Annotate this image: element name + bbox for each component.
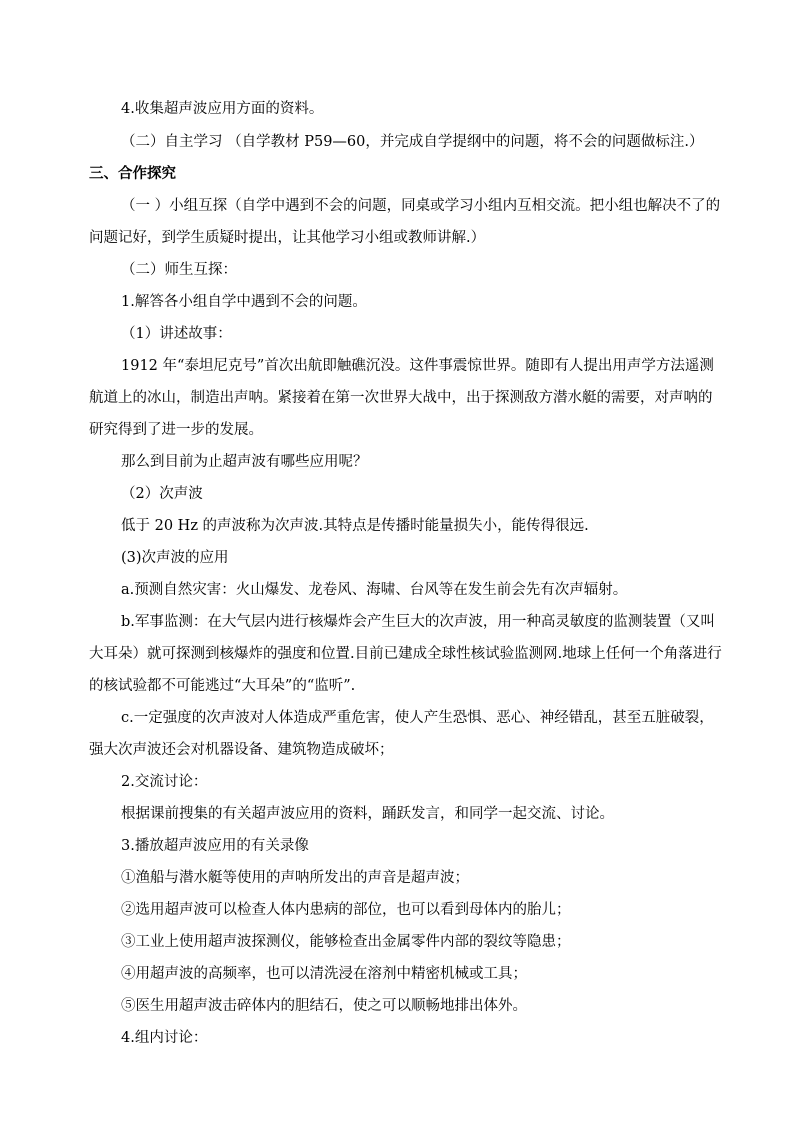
text-line: c.一定强度的次声波对人体造成严重危害，使人产生恐惧、恶心、神经错乱，甚至五脏破裂， <box>121 710 714 726</box>
text-line: 问题记好，到学生质疑时提出，让其他学习小组或教师讲解.） <box>89 230 486 246</box>
text-line: 强大次声波还会对机器设备、建筑物造成破坏； <box>89 742 394 758</box>
text-line: 根据课前搜集的有关超声波应用的资料，踊跃发言，和同学一起交流、讨论。 <box>121 806 614 822</box>
text-line: 航道上的冰山，制造出声呐。紧接着在第一次世界大战中，出于探测敌方潜水艇的需要，对声呐的 <box>89 390 713 406</box>
text-line: 研究得到了进一步的发展。 <box>89 422 263 438</box>
text-line: 那么到目前为止超声波有哪些应用呢？ <box>121 454 368 470</box>
text-line: （一 ）小组互探（自学中遇到不会的问题，同桌或学习小组内互相交流。把小组也解决不了的 <box>121 198 721 214</box>
text-line: ②选用超声波可以检查人体内患病的部位，也可以看到母体内的胎儿； <box>121 902 571 918</box>
text-line: ⑤医生用超声波击碎体内的胆结石，使之可以顺畅地排出体外。 <box>121 998 527 1014</box>
text-line: 4.组内讨论： <box>121 1030 208 1046</box>
text-line: b.军事监测：在大气层内进行核爆炸会产生巨大的次声波，用一种高灵敏度的监测装置（又叫 <box>121 614 715 630</box>
text-line: ③工业上使用超声波探测仪，能够检查出金属零件内部的裂纹等隐患； <box>121 934 571 950</box>
text-line: 1.解答各小组自学中遇到不会的问题。 <box>121 294 367 310</box>
text-line: 3.播放超声波应用的有关录像 <box>121 838 309 854</box>
text-line: ①渔船与潜水艇等使用的声呐所发出的声音是超声波； <box>121 870 469 886</box>
text-line: （二）自主学习 （自学教材 P59—60，并完成自学提纲中的问题，将不会的问题做标注.） <box>121 134 704 150</box>
text-line: 的核试验都不可能逃过“大耳朵”的“监听”. <box>89 678 356 694</box>
section-heading: 三、合作探究 <box>89 165 176 182</box>
text-line: （2）次声波 <box>121 486 203 502</box>
text-line: 低于 20 Hz 的声波称为次声波.其特点是传播时能量损失小，能传得很远. <box>121 518 589 534</box>
text-line: ④用超声波的高频率，也可以清洗浸在溶剂中精密机械或工具； <box>121 966 527 982</box>
text-line: (3)次声波的应用 <box>121 550 229 566</box>
text-line: a.预测自然灾害：火山爆发、龙卷风、海啸、台风等在发生前会先有次声辐射。 <box>121 582 628 598</box>
text-line: 4.收集超声波应用方面的资料。 <box>121 101 324 117</box>
text-line: （1）讲述故事： <box>121 326 232 342</box>
text-line: 1912 年“泰坦尼克号”首次出航即触礁沉没。这件事震惊世界。随即有人提出用声学方法遥测 <box>121 358 714 374</box>
text-line: 大耳朵）就可探测到核爆炸的强度和位置.目前已建成全球性核试验监测网.地球上任何一个角落进行 <box>89 646 722 662</box>
text-line: （二）师生互探： <box>121 262 237 278</box>
text-line: 2.交流讨论： <box>121 774 208 790</box>
